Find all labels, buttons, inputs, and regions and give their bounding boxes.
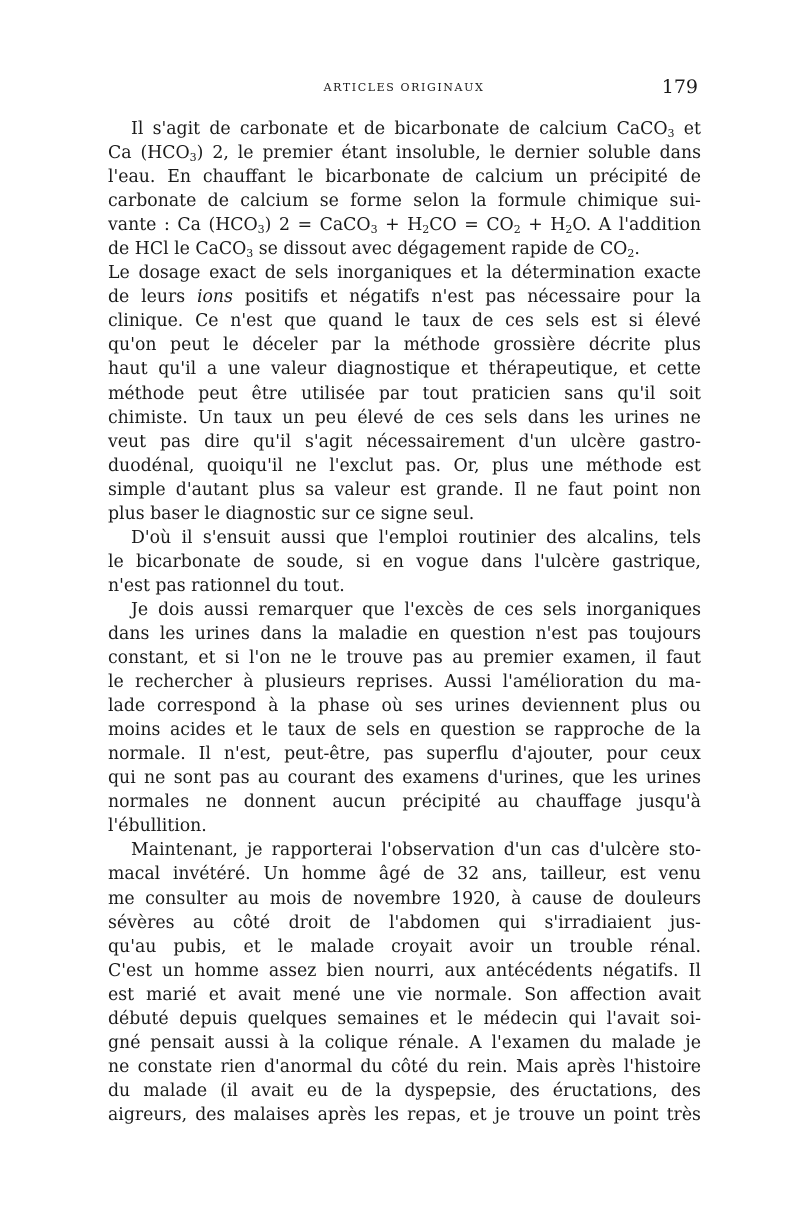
text-line: de leurs ions positifs et négatifs n'est pas nécessaire pour la [108, 287, 701, 308]
text-line: Le dosage exact de sels inorganiques et la détermination exacte [108, 263, 701, 284]
text-line: chimiste. Un taux un peu élevé de ces sels dans les urines ne [108, 407, 701, 428]
text-line: l'ébullition. [108, 816, 207, 837]
text-line: simple d'autant plus sa valeur est grande. Il ne faut point non [108, 479, 701, 500]
text-line: me consulter au mois de novembre 1920, à cause de douleurs [108, 888, 701, 909]
text-line: moins acides et le taux de sels en question se rapproche de la [108, 720, 701, 741]
text-line: plus baser le diagnostic sur ce signe seul. [108, 503, 475, 524]
text-line: est marié et avait mené une vie normale. Son affection avait [108, 984, 701, 1005]
text-line: Il s'agit de carbonate et de bicarbonate de calcium CaCO$_3$ et [131, 119, 701, 140]
text-line: sévères au côté droit de l'abdomen qui s'irradiaient jus- [108, 912, 701, 933]
text-line: ne constate rien d'anormal du côté du rein. Mais après l'histoire [108, 1056, 701, 1077]
text-line: le rechercher à plusieurs reprises. Aussi l'amélioration du ma- [108, 672, 701, 693]
text-line: D'où il s'ensuit aussi que l'emploi routinier des alcalins, tels [131, 527, 701, 548]
header-title: ARTICLES ORIGINAUX [323, 81, 485, 94]
text-line: lade correspond à la phase où ses urines deviennent plus ou [108, 696, 701, 717]
running-header [108, 76, 700, 100]
text-line: méthode peut être utilisée par tout praticien sans qu'il soit [108, 383, 701, 404]
text-line: haut qu'il a une valeur diagnostique et thérapeutique, et cette [108, 359, 701, 380]
text-line: C'est un homme assez bien nourri, aux antécédents négatifs. Il [108, 960, 701, 981]
text-line: Ca $(HCO_3)$ 2, le premier étant insoluble, le dernier soluble dans [108, 143, 701, 165]
text-line: le bicarbonate de soude, si en vogue dans l'ulcère gastrique, [108, 551, 701, 572]
text-line: duodénal, quoiqu'il ne l'exclut pas. Or, plus une méthode est [108, 455, 701, 476]
text-line: Je dois aussi remarquer que l'excès de ces sels inorganiques [131, 599, 701, 620]
article-body [108, 117, 701, 1127]
text-line: du malade (il avait eu de la dyspepsie, des éructations, des [108, 1080, 701, 1101]
text-line: Maintenant, je rapporterai l'observation d'un cas d'ulcère sto- [131, 840, 701, 861]
text-line: débuté depuis quelques semaines et le médecin qui l'avait soi- [108, 1008, 701, 1029]
text-line: dans les urines dans la maladie en question n'est pas toujours [108, 623, 701, 644]
text-line: n'est pas rationnel du tout. [108, 575, 345, 596]
text-line: constant, et si l'on ne le trouve pas au premier examen, il faut [108, 648, 701, 669]
text-line: vante : Ca $(HCO_3)$ 2 = CaCO$_3$ + $H_2CO$ = $CO_2$ + $H_2O$. A l'addition [108, 215, 701, 237]
text-line: gné pensait aussi à la colique rénale. A l'examen du malade je [108, 1032, 701, 1053]
text-line: veut pas dire qu'il s'agit nécessairement d'un ulcère gastro- [108, 431, 701, 452]
page-number: 179 [661, 76, 698, 98]
text-line: qu'on peut le déceler par la méthode grossière décrite plus [108, 335, 701, 356]
text-line: clinique. Ce n'est que quand le taux de ces sels est si élevé [108, 311, 701, 332]
text-line: macal invétéré. Un homme âgé de 32 ans, tailleur, est venu [108, 864, 701, 885]
text-line: de HCl le CaCO$_3$ se dissout avec dégagement rapide de $CO_2$. [108, 239, 640, 261]
text-line: carbonate de calcium se forme selon la formule chimique sui- [108, 191, 701, 212]
text-line: l'eau. En chauffant le bicarbonate de calcium un précipité de [108, 167, 701, 188]
text-line: normales ne donnent aucun précipité au chauffage jusqu'à [108, 792, 701, 813]
text-line: aigreurs, des malaises après les repas, et je trouve un point très [108, 1104, 701, 1125]
text-line: qui ne sont pas au courant des examens d'urines, que les urines [108, 768, 701, 789]
text-line: normale. Il n'est, peut-être, pas superflu d'ajouter, pour ceux [108, 744, 701, 765]
text-line: qu'au pubis, et le malade croyait avoir un trouble rénal. [108, 936, 701, 957]
